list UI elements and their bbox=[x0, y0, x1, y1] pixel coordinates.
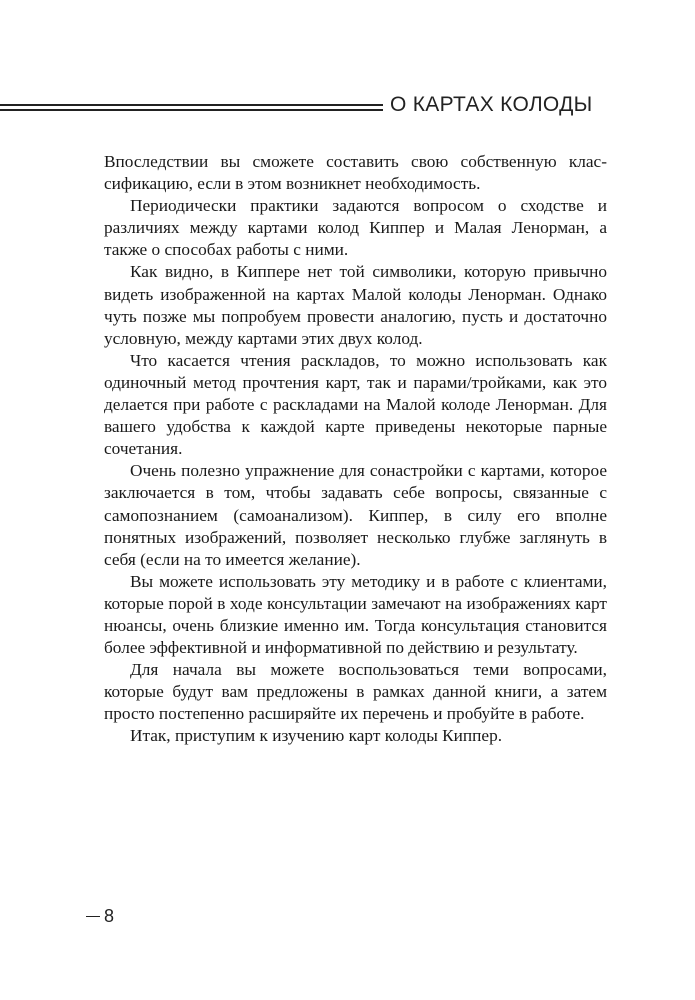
header-decorative-rule bbox=[0, 104, 383, 114]
paragraph: Впоследствии вы сможете составить свою собственную классификацию, если в этом возникнет необходимость. bbox=[104, 152, 607, 194]
paragraph: Как видно, в Киппере нет той символики, которую привычно видеть изображенной на картах Малой колоды Ленорман. Однако чуть позже мы попробуем провести аналогию, пусть и достаточно условную, между картами этих двух колод. bbox=[104, 262, 607, 348]
body-text bbox=[104, 151, 607, 748]
paragraph: Вы можете использовать эту методику и в работе с клиентами, которые порой в ходе консультации замечают на изображениях карт нюансы, очень близкие именно им. Тогда консультация становится более эффективной и информативной по действию и результату. bbox=[104, 571, 607, 658]
page-number-dash bbox=[86, 916, 100, 918]
paragraph: Итак, приступим к изучению карт колоды Киппер. bbox=[130, 726, 503, 746]
paragraph: Что касается чтения раскладов, то можно использовать как одиночный метод прочтения карт, так и парами/тройками, как это делается при работе с раскладами на Малой колоде Ленорман. Для вашего удобства к каждой карте приведены некоторые парные сочетания. bbox=[104, 350, 607, 459]
paragraph: Периодически практики задаются вопросом о сходстве и различиях между картами колод Киппер и Малая Ленорман, а также о способах работы с ними. bbox=[104, 196, 607, 260]
paragraph: Очень полезно упражнение для сонастройки с картами, которое заключается в том, чтобы задавать себе вопросы, связанные с самопознанием (самоанализом). Киппер, в силу его вполне понятных изображений, позволяет несколько глубже заглянуть в себя (если на то имеется желание). bbox=[104, 461, 607, 569]
page-number-value: 8 bbox=[104, 906, 115, 926]
page-number bbox=[86, 906, 114, 927]
paragraph: Для начала вы можете воспользоваться теми вопросами, которые будут вам предложены в рамках данной книги, а затем просто постепенно расширяйте их перечень и пробуйте в работе. bbox=[104, 660, 607, 724]
section-title: О КАРТАХ КОЛОДЫ bbox=[390, 93, 593, 116]
